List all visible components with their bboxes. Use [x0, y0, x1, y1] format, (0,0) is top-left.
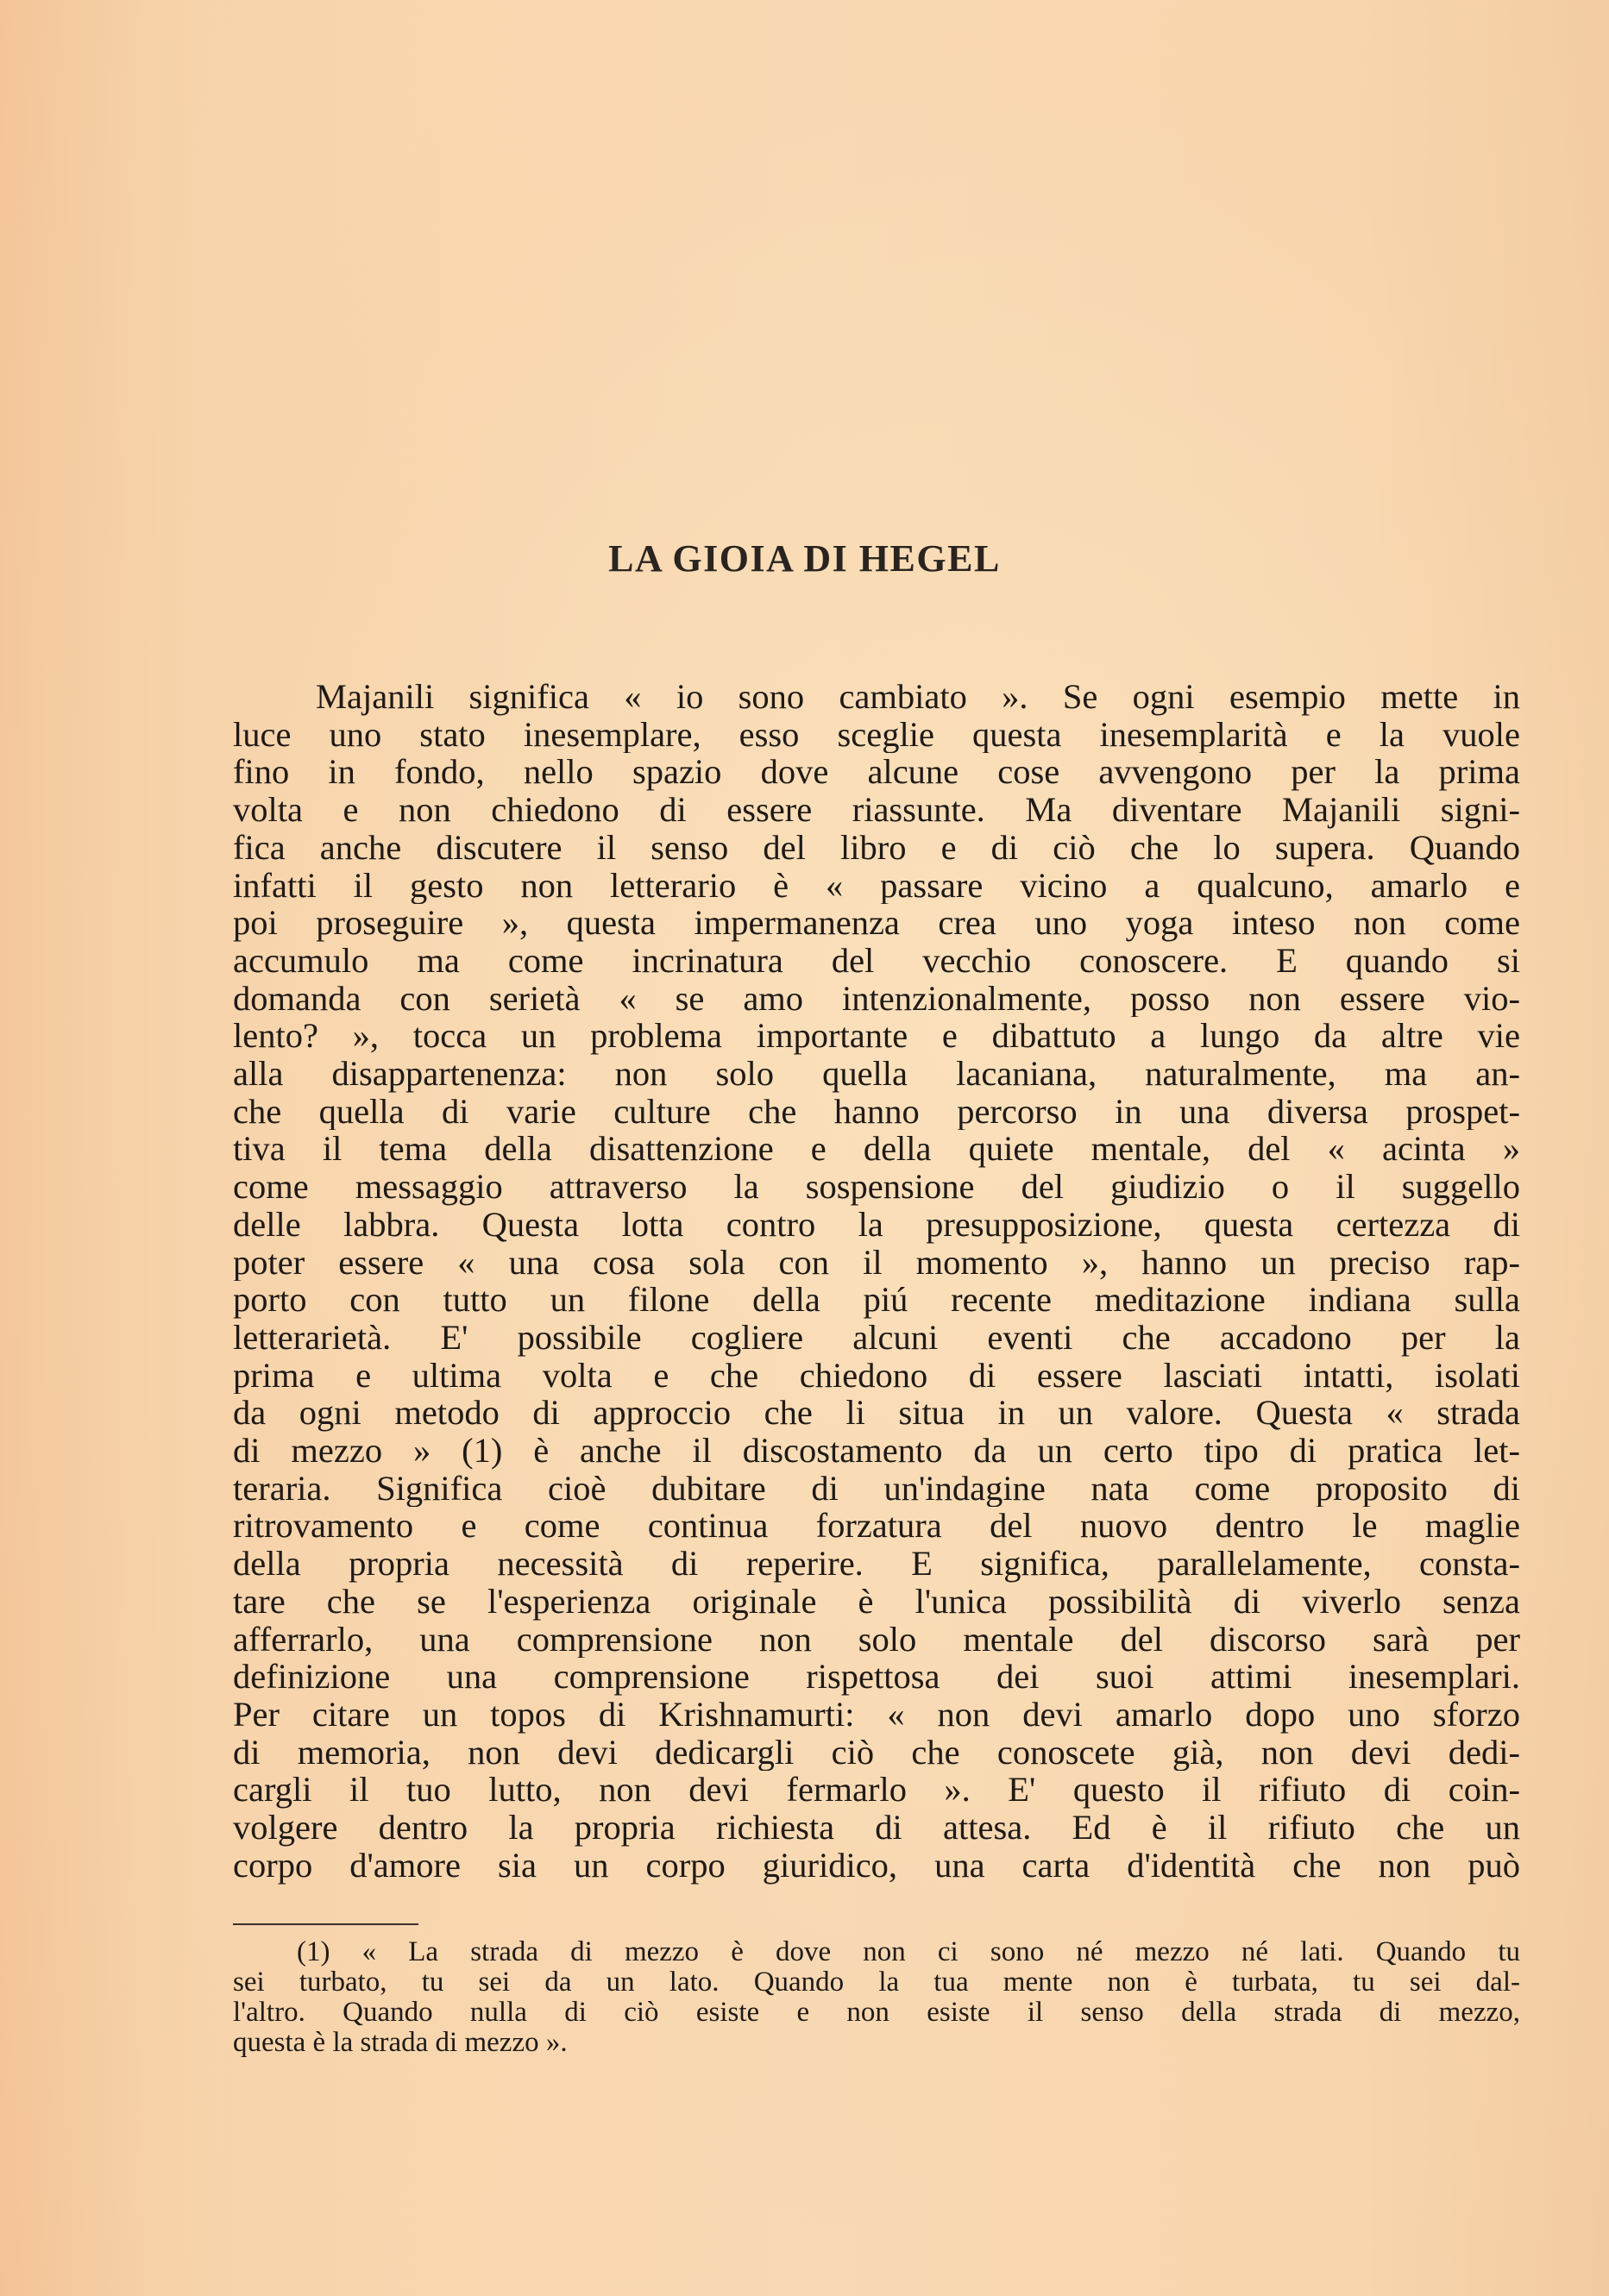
text-line: come messaggio attraverso la sospensione del giudizio o il suggello — [233, 1168, 1520, 1206]
text-line: ritrovamento e come continua forzatura del nuovo dentro le maglie — [233, 1507, 1520, 1546]
footnote-line: questa è la strada di mezzo ». — [233, 2028, 568, 2058]
text-line: tare che se l'esperienza originale è l'unica possibilità di viverlo senza — [233, 1582, 1520, 1621]
text-line: di memoria, non devi dedicargli ciò che conoscete già, non devi dedi- — [233, 1733, 1520, 1772]
text-line: accumulo ma come incrinatura del vecchio conoscere. E quando si — [233, 941, 1520, 980]
footnote-divider — [233, 1923, 418, 1925]
text-line: poi proseguire », questa impermanenza crea uno yoga inteso non come — [233, 904, 1520, 942]
text-line: che quella di varie culture che hanno percorso in una diversa prospet- — [233, 1092, 1520, 1131]
footnote — [233, 1937, 1520, 2058]
text-line: da ogni metodo di approccio che li situa in un valore. Questa « strada — [233, 1394, 1520, 1433]
text-line: della propria necessità di reperire. E significa, parallelamente, consta- — [233, 1545, 1520, 1583]
text-line: teraria. Significa cioè dubitare di un'indagine nata come proposito di — [233, 1469, 1520, 1508]
text-line: di mezzo » (1) è anche il discostamento da un certo tipo di pratica let- — [233, 1432, 1520, 1470]
text-line: luce uno stato inesemplare, esso sceglie questa inesemplarità e la vuole — [233, 715, 1520, 754]
body-text — [233, 678, 1520, 1885]
footnote-line: l'altro. Quando nulla di ciò esiste e non esiste il senso della strada di mezzo, — [233, 1998, 1520, 2028]
text-line: Per citare un topos di Krishnamurti: « non devi amarlo dopo uno sforzo — [233, 1695, 1520, 1734]
text-line: delle labbra. Questa lotta contro la presupposizione, questa certezza di — [233, 1205, 1520, 1244]
text-line: prima e ultima volta e che chiedono di essere lasciati intatti, isolati — [233, 1356, 1520, 1395]
text-line: alla disappartenenza: non solo quella lacaniana, naturalmente, ma an- — [233, 1055, 1520, 1093]
text-line: afferrarlo, una comprensione non solo mentale del discorso sarà per — [233, 1620, 1520, 1659]
footnote-line: sei turbato, tu sei da un lato. Quando la tua mente non è turbata, tu sei dal- — [233, 1967, 1520, 1998]
text-line: porto con tutto un filone della piú recente meditazione indiana sulla — [233, 1281, 1520, 1319]
text-line: letterarietà. E' possibile cogliere alcuni eventi che accadono per la — [233, 1318, 1520, 1357]
text-line: definizione una comprensione rispettosa dei suoi attimi inesemplari. — [233, 1658, 1520, 1696]
footnote-line: (1) « La strada di mezzo è dove non ci sono né mezzo né lati. Quando tu — [297, 1937, 1520, 1967]
text-line: volta e non chiedono di essere riassunte. Ma diventare Majanili signi- — [233, 791, 1520, 829]
text-line: infatti il gesto non letterario è « passare vicino a qualcuno, amarlo e — [233, 866, 1520, 905]
text-line: poter essere « una cosa sola con il momento », hanno un preciso rap- — [233, 1243, 1520, 1282]
text-line: cargli il tuo lutto, non devi fermarlo ». E' questo il rifiuto di coin- — [233, 1771, 1520, 1810]
text-line: fino in fondo, nello spazio dove alcune cose avvengono per la prima — [233, 753, 1520, 792]
text-line: lento? », tocca un problema importante e dibattuto a lungo da altre vie — [233, 1017, 1520, 1056]
text-line: tiva il tema della disattenzione e della quiete mentale, del « acinta » — [233, 1130, 1520, 1169]
text-line: fica anche discutere il senso del libro e di ciò che lo supera. Quando — [233, 828, 1520, 867]
text-line: Majanili significa « io sono cambiato ». Se ogni esempio mette in — [316, 678, 1520, 716]
chapter-title: LA GIOIA DI HEGEL — [608, 537, 1001, 580]
text-line: domanda con serietà « se amo intenzionalmente, posso non essere vio- — [233, 979, 1520, 1018]
text-line: volgere dentro la propria richiesta di attesa. Ed è il rifiuto che un — [233, 1809, 1520, 1847]
text-line: corpo d'amore sia un corpo giuridico, una carta d'identità che non può — [233, 1846, 1520, 1885]
